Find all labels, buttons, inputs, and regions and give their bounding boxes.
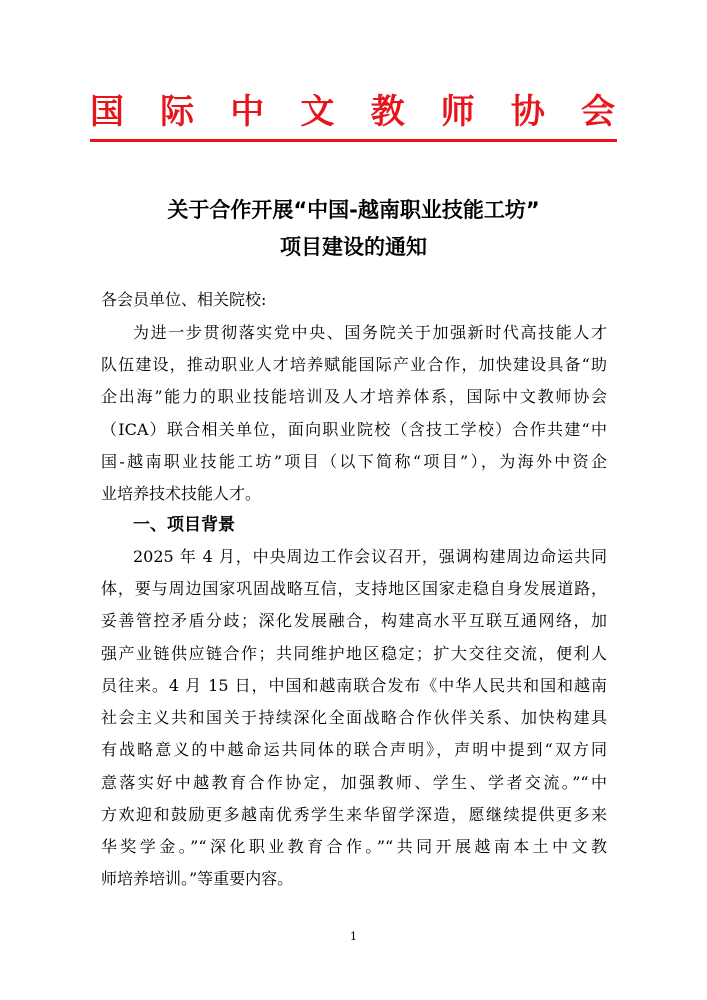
paragraph-line: 有战略意义的中越命运共同体的联合声明》，声明中提到“双方同 (101, 740, 607, 759)
section-heading: 一、项目背景 (133, 515, 235, 535)
page-number: 1 (350, 930, 357, 943)
paragraph-line: 妥善管控矛盾分歧；深化发展融合，构建高水平互联互通网络，加 (101, 611, 607, 630)
paragraph-line: 师培养培训。”等重要内容。 (101, 869, 294, 888)
paragraph-line: 方欢迎和鼓励更多越南优秀学生来华留学深造，愿继续提供更多来 (101, 805, 607, 824)
organization-title (90, 90, 615, 134)
notice-title-line-2: 项目建设的通知 (280, 235, 427, 259)
paragraph-line: 业培养技术技能人才。 (101, 484, 262, 503)
paragraph-line: 华奖学金。”“深化职业教育合作。”“共同开展越南本土中文教 (101, 837, 607, 856)
header-divider (90, 139, 617, 142)
org-title-char: 师 (440, 92, 475, 132)
notice-title-line-1: 关于合作开展“中国-越南职业技能工坊” (167, 198, 540, 222)
org-title-char: 教 (370, 92, 405, 132)
paragraph-line: 强产业链供应链合作；共同维护地区稳定；扩大交往交流，便利人 (101, 644, 607, 663)
paragraph-line: 社会主义共和国关于持续深化全面战略合作伙伴关系、加快构建具 (101, 708, 607, 727)
org-title-char: 际 (160, 92, 195, 132)
paragraph-line: 员往来。4 月 15 日，中国和越南联合发布《中华人民共和国和越南 (101, 676, 607, 695)
paragraph-line: 意落实好中越教育合作协定，加强教师、学生、学者交流。”“中 (101, 773, 607, 792)
org-title-char: 会 (580, 92, 615, 132)
paragraph-line: 2025 年 4 月，中央周边工作会议召开，强调构建周边命运共同 (133, 547, 607, 566)
salutation: 各会员单位、相关院校: (101, 290, 267, 309)
paragraph-line: 为进一步贯彻落实党中央、国务院关于加强新时代高技能人才 (133, 323, 607, 342)
org-title-char: 国 (90, 92, 124, 132)
paragraph-line: 国-越南职业技能工坊”项目（以下简称“项目”），为海外中资企 (101, 452, 607, 471)
paragraph-line: （ICA）联合相关单位，面向职业院校（含技工学校）合作共建“中 (101, 420, 607, 439)
org-title-char: 文 (300, 92, 335, 132)
paragraph-line: 队伍建设，推动职业人才培养赋能国际产业合作，加快建设具备“助 (101, 355, 607, 374)
paragraph-line: 体，要与周边国家巩固战略互信，支持地区国家走稳自身发展道路， (101, 579, 607, 598)
org-title-char: 协 (510, 92, 545, 132)
paragraph-line: 企出海”能力的职业技能培训及人才培养体系，国际中文教师协会 (101, 387, 607, 406)
org-title-char: 中 (230, 92, 265, 132)
